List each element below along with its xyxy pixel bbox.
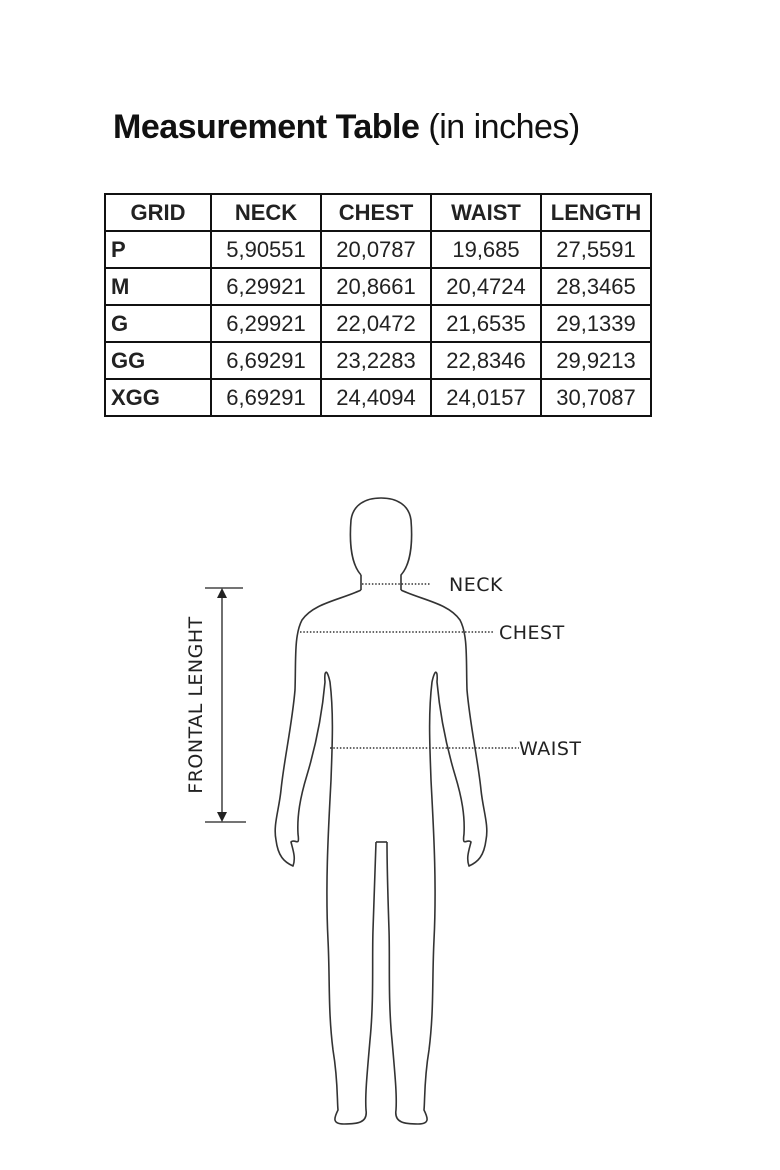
cell-neck: 6,69291: [211, 379, 321, 416]
cell-length: 29,1339: [541, 305, 651, 342]
title-unit: (in inches): [428, 108, 580, 146]
cell-waist: 20,4724: [431, 268, 541, 305]
cell-chest: 20,8661: [321, 268, 431, 305]
cell-chest: 24,4094: [321, 379, 431, 416]
table-row: [105, 342, 651, 379]
cell-length: 28,3465: [541, 268, 651, 305]
neck-label: NECK: [449, 574, 503, 596]
cell-waist: 19,685: [431, 231, 541, 268]
waist-label: WAIST: [519, 738, 582, 760]
table-header-row: [105, 194, 651, 231]
cell-chest: 22,0472: [321, 305, 431, 342]
cell-waist: 24,0157: [431, 379, 541, 416]
arrow-up-icon: [217, 588, 227, 598]
table-row: [105, 305, 651, 342]
cell-waist: 22,8346: [431, 342, 541, 379]
title-main: Measurement Table: [113, 108, 420, 146]
measurement-table: [104, 193, 652, 417]
cell-length: 27,5591: [541, 231, 651, 268]
cell-neck: 5,90551: [211, 231, 321, 268]
cell-chest: 23,2283: [321, 342, 431, 379]
cell-waist: 21,6535: [431, 305, 541, 342]
cell-chest: 20,0787: [321, 231, 431, 268]
header-length: LENGTH: [541, 194, 651, 231]
cell-size: P: [105, 231, 211, 268]
header-chest: CHEST: [321, 194, 431, 231]
frontal-length-label: FRONTAL LENGHT: [185, 616, 207, 794]
cell-size: XGG: [105, 379, 211, 416]
cell-length: 30,7087: [541, 379, 651, 416]
cell-neck: 6,29921: [211, 268, 321, 305]
cell-neck: 6,29921: [211, 305, 321, 342]
table-row: [105, 231, 651, 268]
header-grid: GRID: [105, 194, 211, 231]
table-row: [105, 268, 651, 305]
frontal-length-dimension: [205, 588, 246, 822]
chest-label: CHEST: [499, 622, 565, 644]
body-measurement-diagram: [0, 470, 780, 1150]
cell-neck: 6,69291: [211, 342, 321, 379]
cell-size: G: [105, 305, 211, 342]
cell-length: 29,9213: [541, 342, 651, 379]
header-neck: NECK: [211, 194, 321, 231]
arrow-down-icon: [217, 812, 227, 822]
cell-size: M: [105, 268, 211, 305]
header-waist: WAIST: [431, 194, 541, 231]
page-title: [113, 108, 580, 147]
table-row: [105, 379, 651, 416]
cell-size: GG: [105, 342, 211, 379]
